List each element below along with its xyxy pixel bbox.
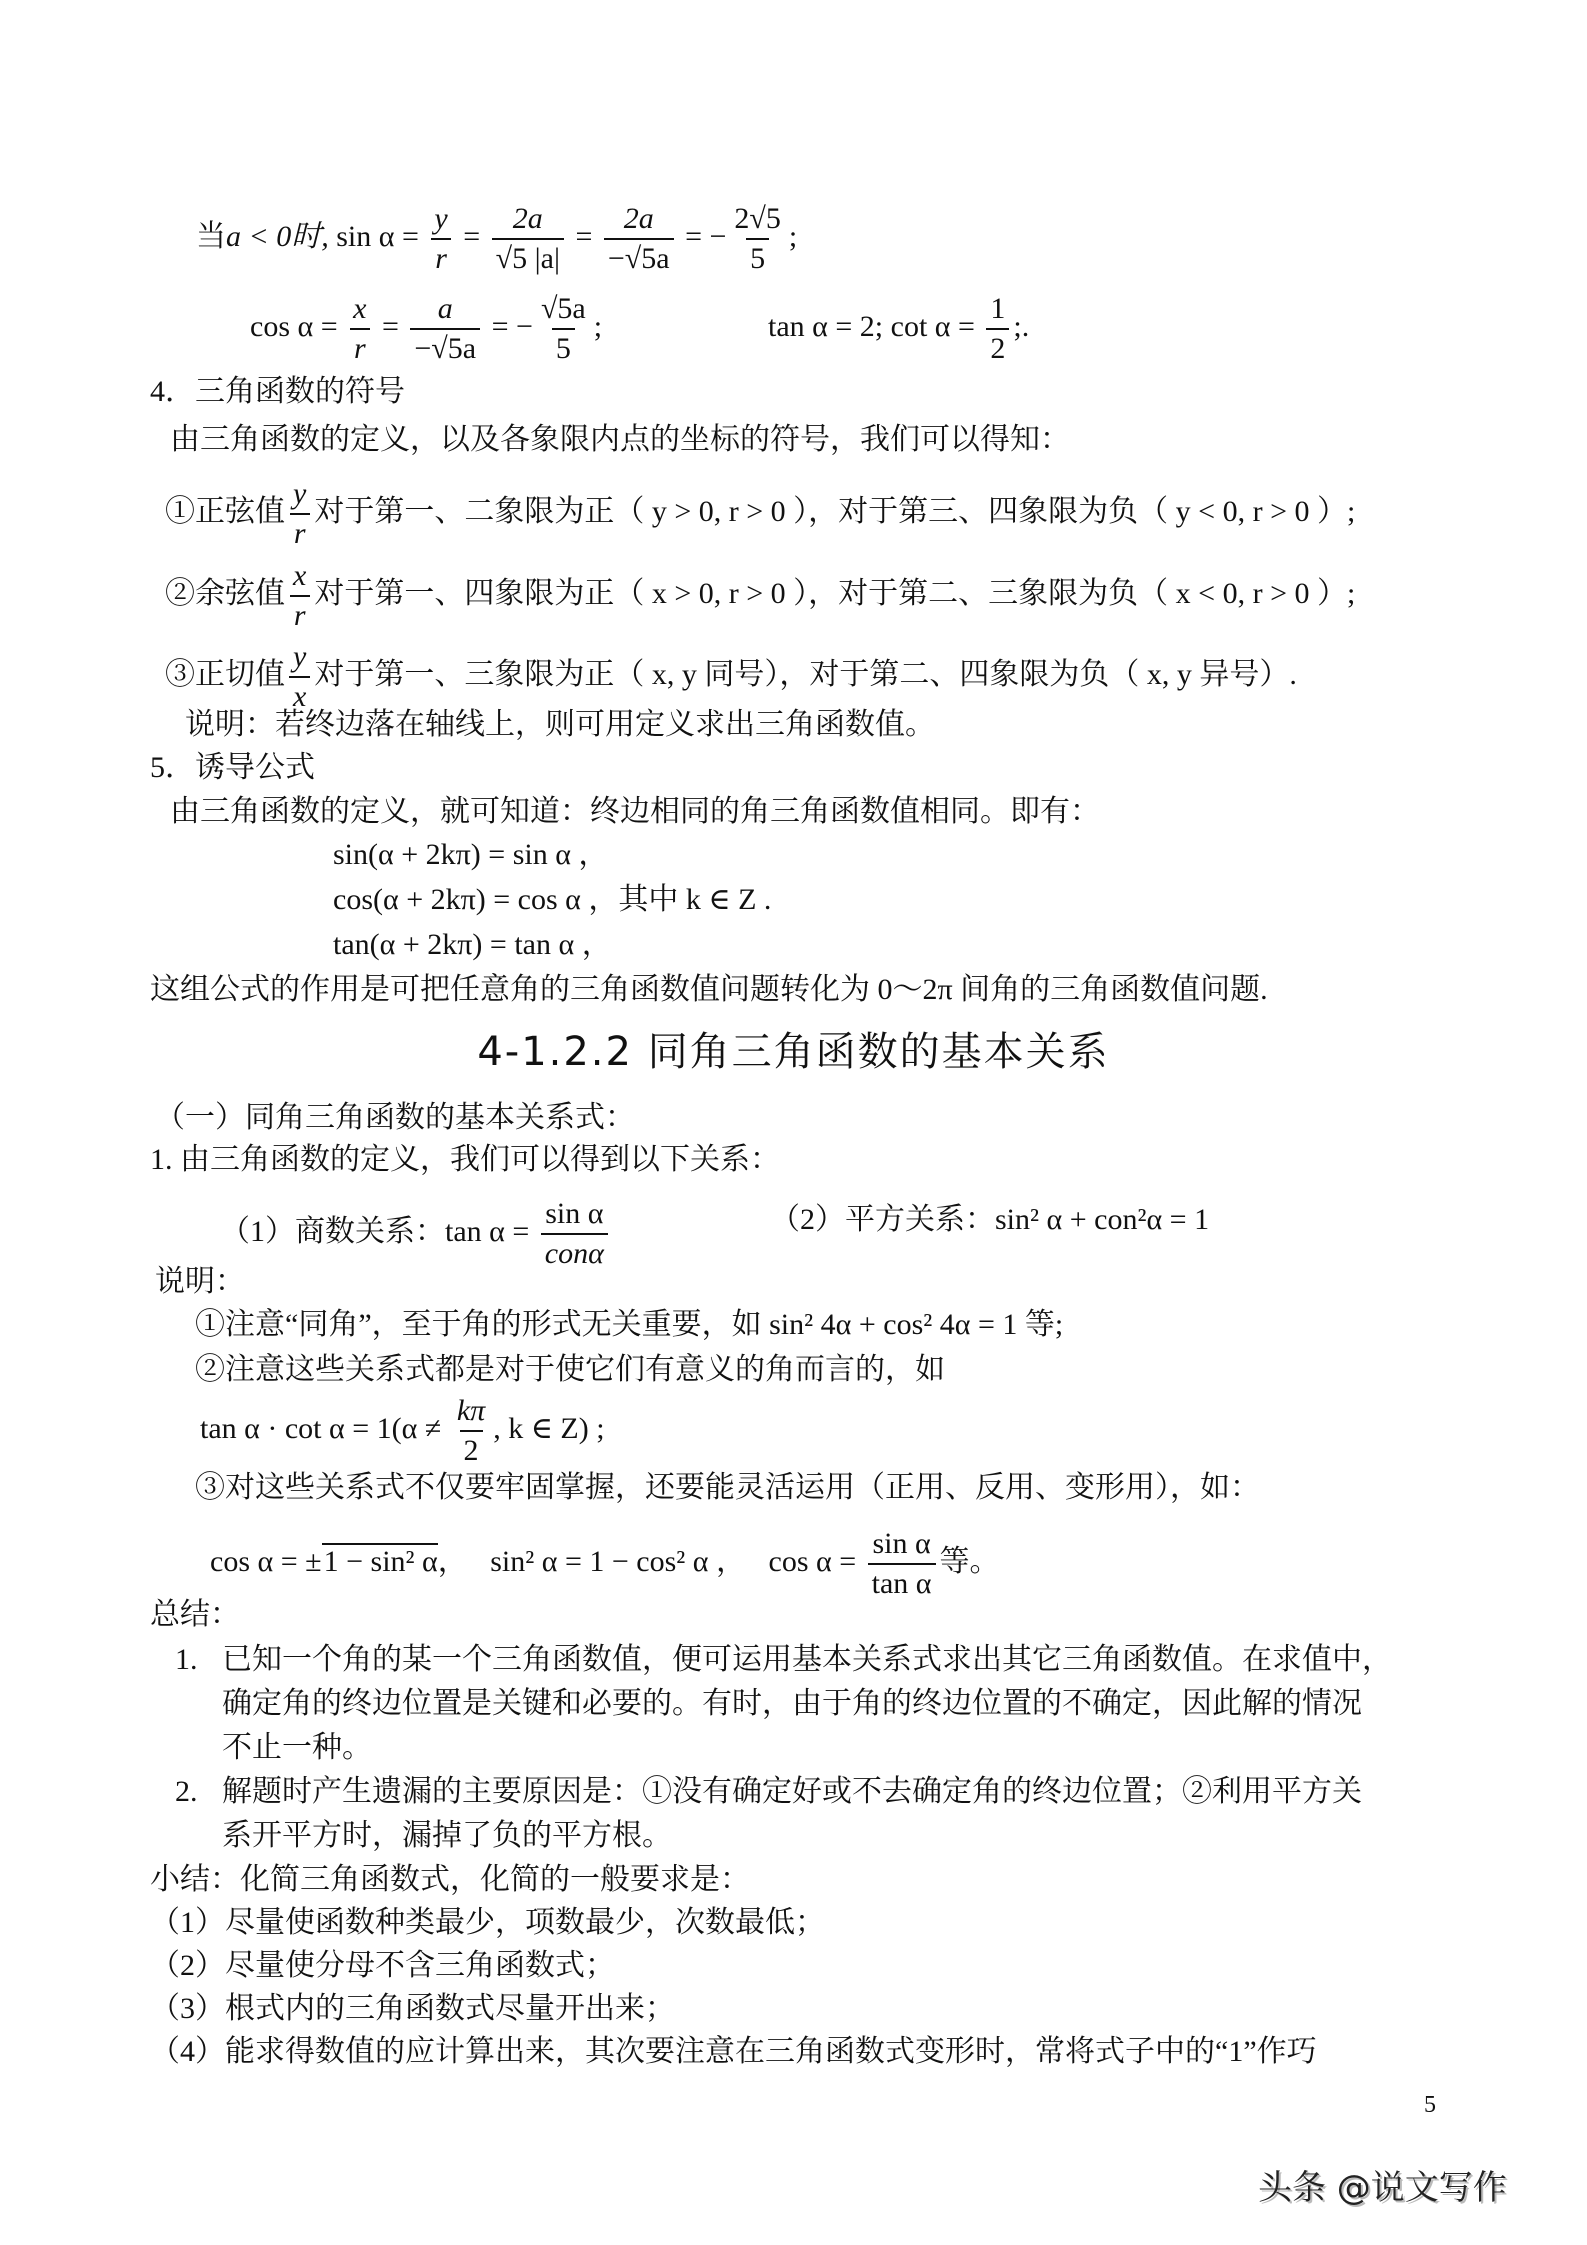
fraction: $\frac{1}{2}$ bbox=[986, 290, 1009, 368]
summary-item-1-line1: 已知一个角的某一个三角函数值，便可运用基本关系式求出其它三角函数值。在求值中， bbox=[222, 1643, 1392, 1676]
sin-lhs: sin α = bbox=[336, 219, 427, 253]
fraction: $\frac{2a}{√5 |a|}$ bbox=[492, 200, 564, 278]
formula-cos: cos(α + 2kπ) = cos α ，其中 k ∈ Z . bbox=[333, 883, 772, 916]
fraction: $\frac{y}{r}$ bbox=[289, 475, 310, 553]
tan-cot-line bbox=[768, 290, 1029, 368]
cos-lhs: cos α = bbox=[250, 309, 346, 343]
item-mark: ①正弦值 bbox=[165, 494, 285, 528]
punct: ; bbox=[788, 219, 798, 253]
fraction: $\frac{y}{x}$ bbox=[289, 638, 310, 716]
section5-summary: 这组公式的作用是可把任意角的三角函数值问题转化为 0～2π 间角的三角函数值问题. bbox=[150, 973, 1268, 1006]
label: （2）平方关系： bbox=[770, 1203, 995, 1236]
minus-sign: − bbox=[516, 309, 533, 343]
sin-negative-a-line: 当a < 0时, sin α = $\frac{y}{r}$ = $\frac{2a}{√5 |a|}$ = $\frac{2a}{-√5a}$ = − $\frac{2√5}{5}$ ; bbox=[196, 200, 797, 278]
f2: sin² α = 1 − cos² α ， bbox=[490, 1544, 746, 1578]
sign-item-cosine bbox=[165, 557, 1355, 635]
page-number: 5 bbox=[1424, 2092, 1436, 2118]
section-title: 4-1.2.2 同角三角函数的基本关系 bbox=[477, 1029, 1110, 1075]
item-text: 对于第一、三象限为正（ x, y 同号），对于第二、四象限为负（ x, y 异号）. bbox=[314, 657, 1297, 691]
item-text: 对于第一、四象限为正（ x > 0, r > 0 ），对于第二、三象限为负（ x < 0, r > 0 ）; bbox=[314, 576, 1356, 610]
section4-heading: 4．三角函数的符号 bbox=[150, 375, 405, 408]
sign-item-sine bbox=[165, 475, 1355, 553]
fraction: $\frac{2a}{-√5a}$ bbox=[604, 200, 674, 278]
punct: ; bbox=[593, 309, 603, 343]
expr: sin² α + con²α = 1 bbox=[995, 1203, 1210, 1236]
fraction: $\frac{a}{-√5a}$ bbox=[410, 290, 480, 368]
fraction: $\frac{x}{r}$ bbox=[289, 557, 310, 635]
punct: 等。 bbox=[939, 1544, 1000, 1578]
relations-item1: 1. 由三角函数的定义，我们可以得到以下关系： bbox=[150, 1143, 780, 1176]
item-text: 对于第一、二象限为正（ y > 0, r > 0 ），对于第三、四象限为负（ y < 0, r > 0 ）; bbox=[314, 494, 1356, 528]
note-2: ②注意这些关系式都是对于使它们有意义的角而言的，如 bbox=[195, 1353, 945, 1386]
section4-note: 说明：若终边落在轴线上，则可用定义求出三角函数值。 bbox=[185, 708, 935, 741]
brief-item-4: （4）能求得数值的应计算出来，其次要注意在三角函数式变形时，常将式子中的“1”作巧 bbox=[150, 2035, 1317, 2068]
notes-heading: 说明： bbox=[155, 1265, 245, 1298]
brief-heading: 小结：化简三角函数式，化简的一般要求是： bbox=[150, 1863, 750, 1896]
f3-lhs: cos α = bbox=[768, 1544, 864, 1578]
summary-item-1-num: 1. bbox=[175, 1643, 198, 1676]
note-3-formulas bbox=[210, 1525, 1000, 1603]
summary-heading: 总结： bbox=[150, 1598, 240, 1631]
brief-item-2: （2）尽量使分母不含三角函数式； bbox=[150, 1949, 615, 1982]
fraction: $\frac{\text{sin α}}{\text{tan α}}$ bbox=[868, 1525, 936, 1603]
punct: ， bbox=[437, 1544, 468, 1578]
tan-cot-expr: tan α = 2; cot α = bbox=[768, 309, 983, 343]
summary-item-2-num: 2. bbox=[175, 1775, 198, 1808]
note-2-formula bbox=[200, 1392, 605, 1470]
note-1: ①注意“同角”，至于角的形式无关重要，如 sin² 4α + cos² 4α = 1 等; bbox=[195, 1308, 1064, 1341]
summary-item-1-line3: 不止一种。 bbox=[222, 1731, 372, 1764]
fraction: $\frac{k\pi}{2}$ bbox=[453, 1392, 489, 1470]
cos-line: cos α = $\frac{x}{r}$ = $\frac{a}{-√5a}$ = − $\frac{√5a}{5}$ ; bbox=[250, 290, 602, 368]
lhs: tan α · cot α = 1(α ≠ bbox=[200, 1411, 449, 1445]
summary-item-2-line2: 系开平方时，漏掉了负的平方根。 bbox=[222, 1819, 672, 1852]
summary-item-1-line2: 确定角的终边位置是关键和必要的。有时，由于角的终边位置的不确定，因此解的情况 bbox=[222, 1687, 1362, 1720]
rhs: , k ∈ Z) ; bbox=[493, 1411, 605, 1445]
section5-intro: 由三角函数的定义，就可知道：终边相同的角三角函数值相同。即有： bbox=[170, 795, 1100, 828]
square-relation bbox=[770, 1200, 1209, 1240]
condition: a < 0时, bbox=[226, 219, 329, 253]
label: （1）商数关系： bbox=[220, 1214, 445, 1248]
brief-item-1: （1）尽量使函数种类最少，项数最少，次数最低； bbox=[150, 1906, 825, 1939]
quotient-relation bbox=[220, 1195, 612, 1273]
fraction: $\frac{2√5}{5}$ bbox=[730, 200, 784, 278]
formula-tan: tan(α + 2kπ) = tan α ， bbox=[333, 928, 612, 961]
note-3: ③对这些关系式不仅要牢固掌握，还要能灵活运用（正用、反用、变形用），如： bbox=[195, 1471, 1260, 1504]
formula-sin: sin(α + 2kπ) = sin α ， bbox=[333, 838, 609, 871]
fraction: $\frac{x}{r}$ bbox=[349, 290, 370, 368]
text: 当 bbox=[196, 219, 226, 253]
watermark: 头条 @说文写作 bbox=[1258, 2168, 1507, 2208]
punct: ;. bbox=[1013, 309, 1030, 343]
lhs: tan α = bbox=[445, 1214, 537, 1248]
section4-intro: 由三角函数的定义，以及各象限内点的坐标的符号，我们可以得知： bbox=[170, 423, 1070, 456]
brief-item-3: （3）根式内的三角函数式尽量开出来； bbox=[150, 1992, 675, 2025]
item-mark: ③正切值 bbox=[165, 657, 285, 691]
summary-item-2-line1: 解题时产生遗漏的主要原因是：①没有确定好或不去确定角的终边位置；②利用平方关 bbox=[222, 1775, 1362, 1808]
f1-prefix: cos α = ± bbox=[210, 1544, 322, 1578]
section5-heading: 5．诱导公式 bbox=[150, 751, 315, 784]
fraction: $\frac{y}{r}$ bbox=[430, 200, 451, 278]
fraction: $\frac{√5a}{5}$ bbox=[537, 290, 590, 368]
minus-sign: − bbox=[709, 219, 727, 253]
item-mark: ②余弦值 bbox=[165, 576, 285, 610]
sqrt-expr: 1 − sin² α bbox=[323, 1544, 438, 1578]
fraction: $\frac{\text{sin α}}{\text{conα}}$ bbox=[541, 1195, 608, 1273]
relations-heading: （一）同角三角函数的基本关系式： bbox=[155, 1101, 635, 1134]
